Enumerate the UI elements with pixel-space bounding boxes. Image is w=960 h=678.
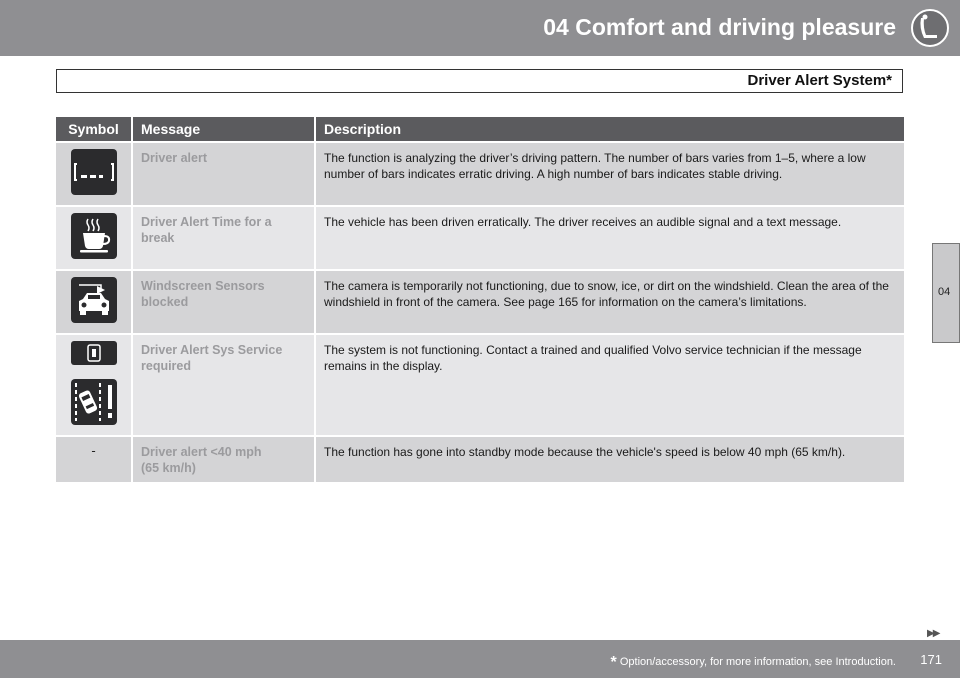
description-cell: The function has gone into standby mode because the vehicle's speed is below 40 mph (65 km/h).	[315, 436, 904, 482]
description-cell: The vehicle has been driven erratically. The driver receives an audible signal and a text message.	[315, 206, 904, 270]
service-wrench-icon	[71, 341, 117, 365]
service-warning-icon	[71, 379, 117, 425]
chapter-side-tab-label: 04	[938, 286, 951, 298]
table-row	[56, 142, 904, 206]
footer-note	[611, 654, 896, 672]
driver-alert-messages-table	[56, 117, 904, 482]
footer-note-text: Option/accessory, for more information, see Introduction.	[619, 656, 896, 668]
table-header-row	[56, 117, 904, 142]
header-band	[0, 0, 960, 56]
description-cell: The function is analyzing the driver’s driving pattern. The number of bars varies from 1–5, where a low number of bars indicates erratic driving. A high number of bars indicates stable driving.	[315, 142, 904, 206]
symbol-cell: -	[56, 436, 132, 482]
chapter-title: 04 Comfort and driving pleasure	[543, 14, 896, 40]
message-cell	[132, 436, 315, 482]
footer-band	[0, 640, 960, 678]
column-header-description: Description	[315, 117, 904, 142]
table-row	[56, 270, 904, 334]
description-cell: The system is not functioning. Contact a trained and qualified Volvo service technician if the message remains in the display.	[315, 334, 904, 436]
footer-star: *	[610, 654, 617, 671]
message-cell: Driver Alert Time for a break	[132, 206, 315, 270]
coffee-cup-icon	[71, 213, 117, 259]
message-cell: Driver alert	[132, 142, 315, 206]
message-cell: Driver Alert Sys Service required	[132, 334, 315, 436]
symbol-cell	[56, 142, 132, 206]
seat-icon	[910, 8, 950, 48]
message-cell: Windscreen Sensors blocked	[132, 270, 315, 334]
bar-indicator-icon	[71, 149, 117, 195]
symbol-cell	[56, 334, 132, 436]
symbol-cell	[56, 206, 132, 270]
chapter-icon-box	[900, 0, 960, 56]
section-title-box	[56, 69, 903, 93]
symbol-cell	[56, 270, 132, 334]
table-row	[56, 206, 904, 270]
chapter-side-tab[interactable]	[932, 243, 960, 343]
camera-car-icon	[71, 277, 117, 323]
column-header-symbol: Symbol	[56, 117, 132, 142]
table-row	[56, 334, 904, 436]
description-cell: The camera is temporarily not functioning, due to snow, ice, or dirt on the windshield. Clean the area of the windshield in front of the camera. See page 165 for information on the camera’s limitations.	[315, 270, 904, 334]
section-title: Driver Alert System*	[747, 72, 892, 89]
message-line-2: (65 km/h)	[141, 461, 196, 475]
column-header-message: Message	[132, 117, 315, 142]
message-line-1: Driver alert <40 mph	[141, 445, 262, 459]
table-row	[56, 436, 904, 482]
page-number: 171	[920, 652, 942, 667]
next-page-arrows-icon[interactable]: ▶▶	[927, 628, 939, 639]
